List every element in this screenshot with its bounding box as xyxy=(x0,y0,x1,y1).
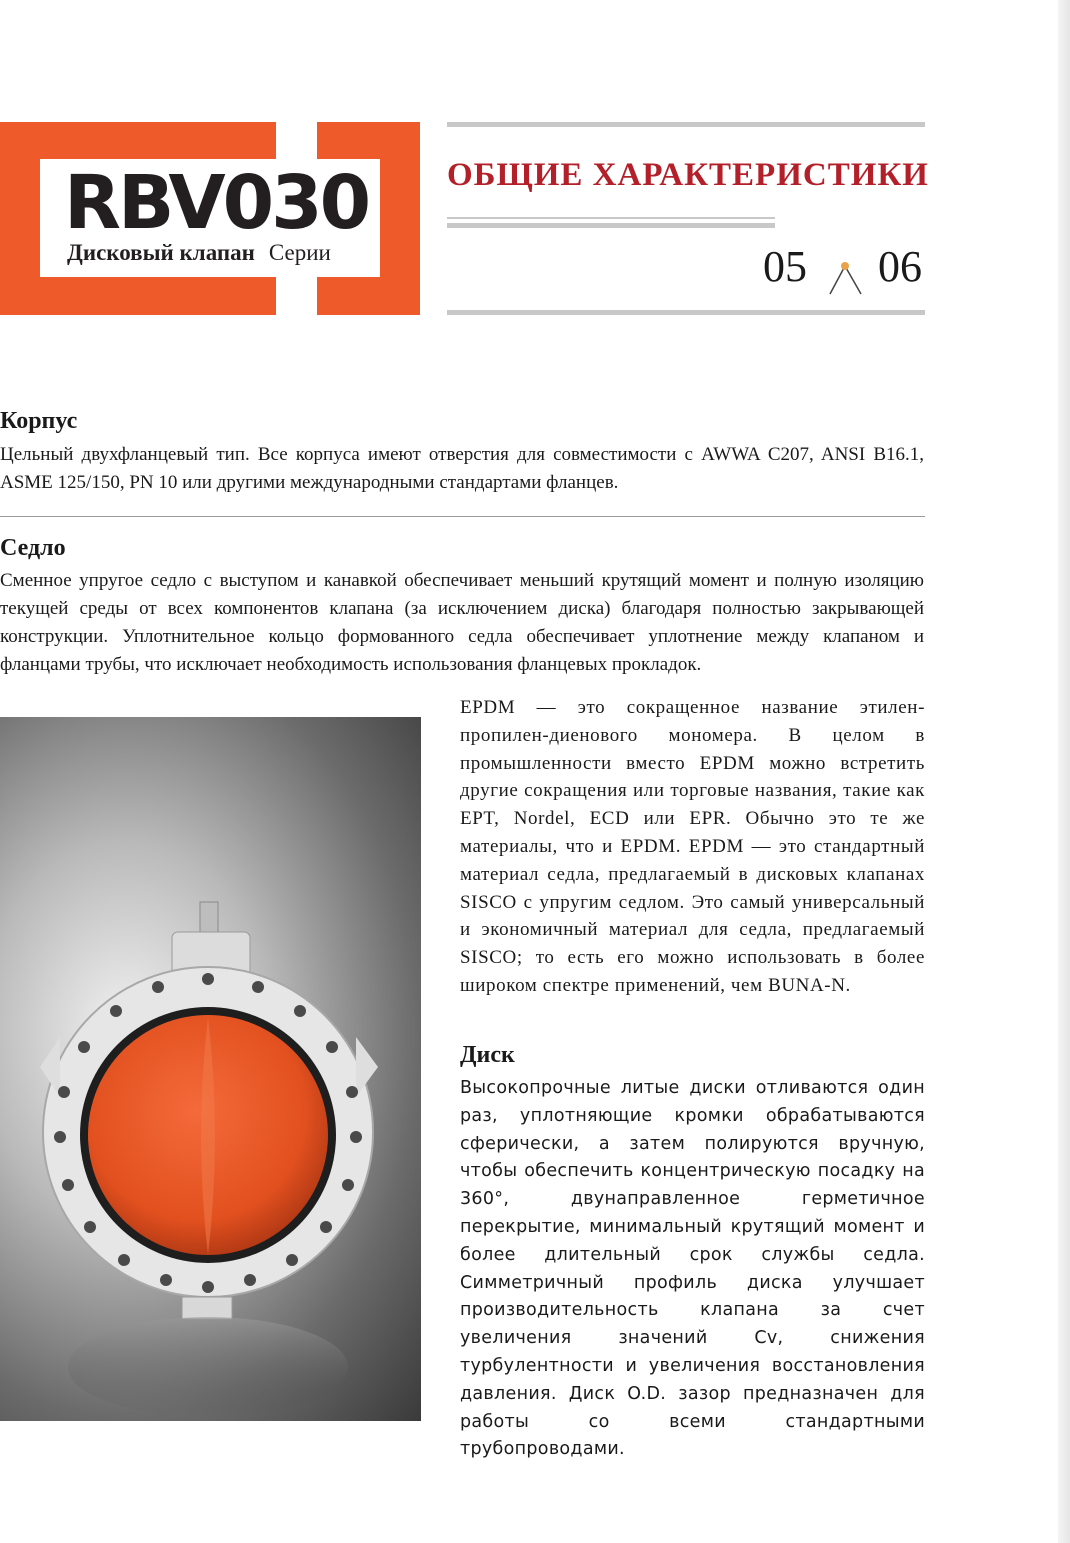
valve-photo xyxy=(0,717,421,1421)
section-text-body: Цельный двухфланцевый тип. Все корпуса имеют отверстия для совместимости с AWWA C207, ANSI B16.1, ASME 125/150, PN 10 или другими международными стандартами фланцев. xyxy=(0,444,924,493)
logo-white-box xyxy=(40,159,380,277)
page-number-left: 05 xyxy=(763,242,807,291)
section-text-disc: Высокопрочные литые диски отливаются один раз, уплотняющие кромки обрабатываются сферически, а затем полируются вручную, чтобы обеспечить концентрическую посадку на 360°, двунаправленное герметичное перекрытие, минимальный крутящий момент и более длительный срок службы седла. Симметричный профиль диска улучшает производительность клапана за счет увеличения значений Cv, снижения турбулентности и увеличения восстановления давления. Диск O.D. зазор предназначен для работы со всеми стандартными трубопроводами. xyxy=(460,1078,925,1460)
header-rule-top xyxy=(447,122,925,127)
page-edge-shadow xyxy=(1058,0,1070,1543)
header-rule-mid-2 xyxy=(447,223,775,228)
logo-subtitle-regular: Серии xyxy=(268,240,331,265)
section-title-seat: Седло xyxy=(0,535,66,561)
page-heading: ОБЩИЕ ХАРАКТЕРИСТИКИ xyxy=(447,157,929,193)
section-text-seat: Сменное упругое седло с выступом и канавкой обеспечивает меньший крутящий момент и полную изоляцию текущей среды от всех компонентов клапана (за исключением диска) благодаря полностью закрывающей конструкции. Уплотнительное кольцо формованного седла обеспечивает уплотнение между клапаном и фланцами трубы, что исключает необходимость использования фланцевых прокладок. xyxy=(0,570,924,675)
section-title-disc: Диск xyxy=(460,1042,515,1068)
logo-block xyxy=(0,122,420,315)
logo-subtitle xyxy=(67,239,331,267)
page-separator-icon xyxy=(826,258,866,298)
logo-title: RBV030 xyxy=(64,160,369,246)
section-divider xyxy=(0,516,925,517)
logo-subtitle-bold: Дисковый клапан xyxy=(67,240,255,265)
page-number-right: 06 xyxy=(878,242,922,291)
header-rule-bottom xyxy=(447,310,925,315)
header-rule-mid-1 xyxy=(447,217,775,219)
butterfly-valve-illustration xyxy=(0,717,421,1421)
epdm-paragraph: EPDM — это сокращенное название этилен-пропилен-диенового мономера. В целом в промышленности вместо EPDM можно встретить другие сокращения или торговые названия, такие как EPT, Nordel, ECD или EPR. Обычно это те же материалы, что и EPDM. EPDM — это стандартный материал седла, предлагаемый в дисковых клапанах SISCO с упругим седлом. Это самый универсальный и экономичный материал для седла, предлагаемый SISCO; то есть его можно использовать в более широком спектре применений, чем BUNA-N. xyxy=(460,697,925,996)
section-title-body: Корпус xyxy=(0,408,78,434)
